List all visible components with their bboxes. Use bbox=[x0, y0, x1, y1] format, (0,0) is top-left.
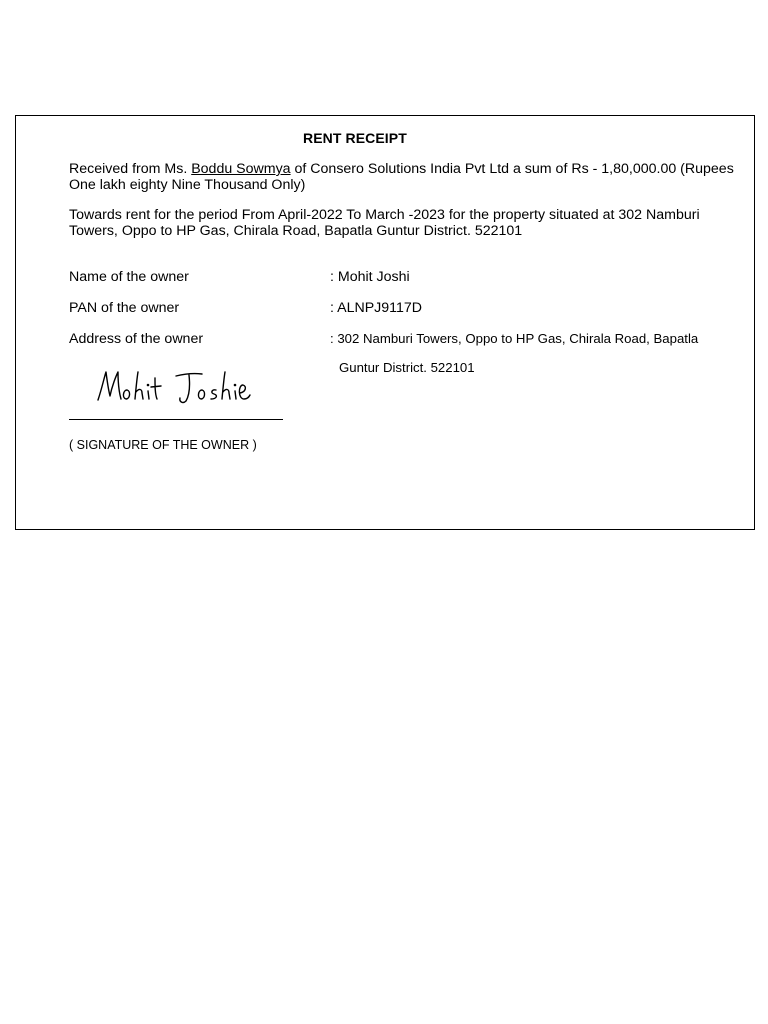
receipt-title: RENT RECEIPT bbox=[303, 130, 407, 146]
owner-address-line2: Guntur District. 522101 bbox=[339, 360, 475, 375]
received-suffix: of Consero Solutions India Pvt Ltd a sum of Rs - 1,80,000.00 (Rupees One lakh eighty Nine Thousand Only) bbox=[69, 161, 734, 193]
owner-name-value: : Mohit Joshi bbox=[330, 269, 410, 285]
owner-address-line1: : 302 Namburi Towers, Oppo to HP Gas, Chirala Road, Bapatla bbox=[330, 331, 699, 346]
towards-rent-paragraph: Towards rent for the period From April-2022 To March -2023 for the property situated at 302 Namburi Towers, Oppo to HP Gas, Chirala Road, Bapatla Guntur District. 522101 bbox=[69, 207, 700, 239]
owner-name-label: Name of the owner bbox=[69, 269, 189, 285]
received-prefix: Received from Ms. bbox=[69, 161, 192, 177]
handwritten-signature bbox=[94, 366, 264, 411]
owner-pan-value: : ALNPJ9117D bbox=[330, 300, 423, 316]
received-from-paragraph bbox=[69, 161, 744, 193]
owner-pan-label: PAN of the owner bbox=[69, 300, 180, 316]
rent-receipt-box bbox=[15, 115, 755, 530]
tenant-name: Boddu Sowmya bbox=[191, 161, 291, 177]
signature-caption: ( SIGNATURE OF THE OWNER ) bbox=[69, 438, 257, 452]
signature-line bbox=[69, 419, 283, 420]
owner-address-label: Address of the owner bbox=[69, 331, 204, 347]
